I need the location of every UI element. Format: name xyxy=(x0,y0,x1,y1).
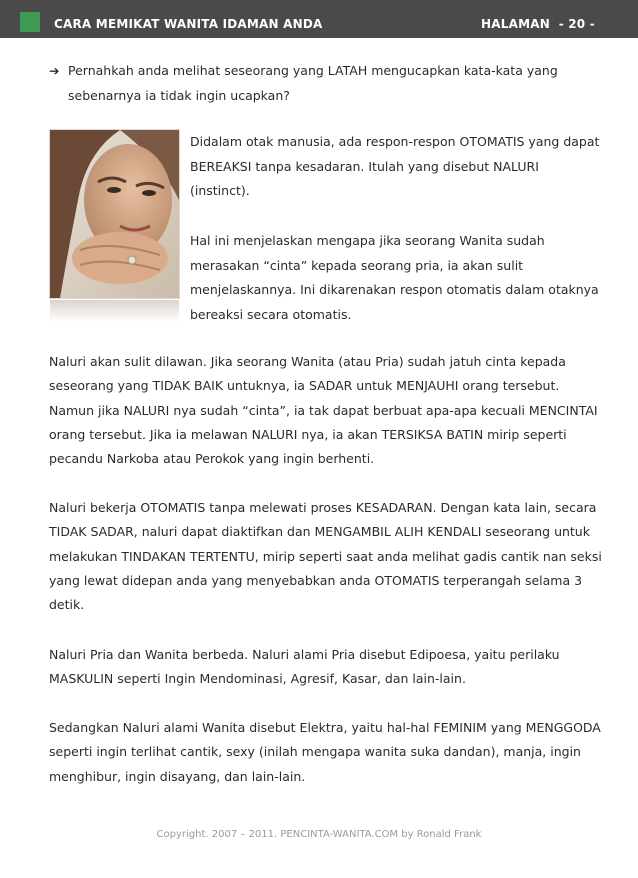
arrow-right-icon: ➔ xyxy=(49,63,60,78)
footer-copyright xyxy=(0,829,638,840)
document-title: CARA MEMIKAT WANITA IDAMAN ANDA xyxy=(54,17,323,31)
paragraph-1: Naluri akan sulit dilawan. Jika seorang Wanita (atau Pria) sudah jatuh cinta kepada seseorang yang TIDAK BAIK untuknya, ia SADAR untuk MENJAUHI orang tersebut. Namun jika NALURI nya sudah “cinta”, ia tak dapat berbuat apa-apa kecuali MENCINTAI orang tersebut. Jika ia melawan NALURI nya, ia akan TERSIKSA BATIN mirip seperti pecandu Narkoba atau Perokok yang ingin berhenti. xyxy=(49,354,598,467)
bullet-text: Pernahkah anda melihat seseorang yang LATAH mengucapkan kata-kata yang sebenarnya ia tidak ingin ucapkan? xyxy=(68,63,558,103)
woman-photo-frame xyxy=(50,130,179,322)
photo-reflection xyxy=(50,300,179,322)
paragraph-4: Sedangkan Naluri alami Wanita disebut Elektra, yaitu hal-hal FEMINIM yang MENGGODA seperti ingin terlihat cantik, sexy (inilah mengapa wanita suka dandan), manja, ingin menghibur, ingin disayang, dan lain-lain. xyxy=(49,720,601,784)
paragraph-2: Naluri bekerja OTOMATIS tanpa melewati proses KESADARAN. Dengan kata lain, secara TIDAK SADAR, naluri dapat diaktifkan dan MENGAMBIL ALIH KENDALI seseorang untuk melakukan TINDAKAN TERTENTU, mirip seperti saat anda melihat gadis cantik nan seksi yang lewat didepan anda yang menyebabkan anda OTOMATIS terperangah selama 3 detik. xyxy=(49,500,602,613)
header-accent-square xyxy=(20,12,40,32)
side-paragraph-2: Hal ini menjelaskan mengapa jika seorang Wanita sudah merasakan “cinta” kepada seorang pria, ia akan sulit menjelaskannya. Ini dikarenakan respon otomatis dalam otaknya bereaksi secara otomatis. xyxy=(190,233,599,322)
copyright-text: Copyright. 2007 – 2011. PENCINTA-WANITA.COM by Ronald Frank xyxy=(156,829,482,840)
bullet-question xyxy=(49,58,609,108)
paragraph-3: Naluri Pria dan Wanita berbeda. Naluri alami Pria disebut Edipoesa, yaitu perilaku MASKULIN seperti Ingin Mendominasi, Agresif, Kasar, dan lain-lain. xyxy=(49,647,560,687)
page-number: HALAMAN - 20 - xyxy=(481,17,595,31)
side-paragraph-1: Didalam otak manusia, ada respon-respon OTOMATIS yang dapat BEREAKSI tanpa kesadaran. Itulah yang disebut NALURI (instinct). xyxy=(190,134,600,198)
page-header xyxy=(0,0,638,38)
woman-photo xyxy=(50,130,179,298)
